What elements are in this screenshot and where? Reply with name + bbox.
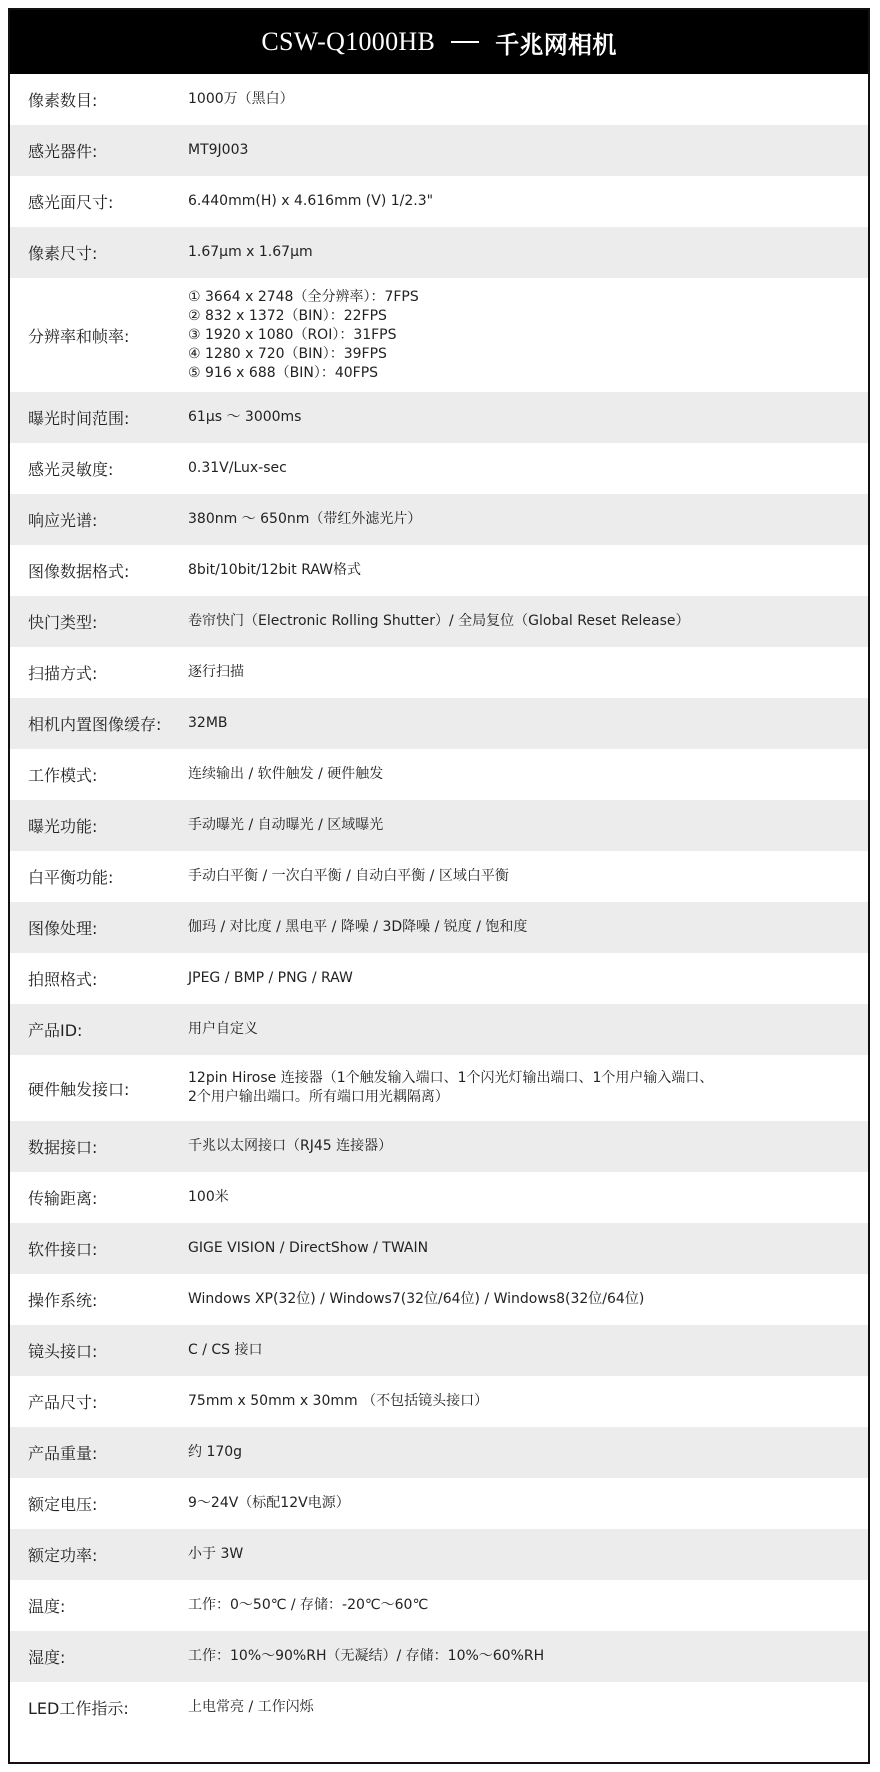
spec-row [10,1682,868,1733]
spec-value [188,1069,868,1107]
spec-value-line: 千兆以太网接口（RJ45 连接器） [188,1138,393,1154]
spec-row [10,1055,868,1121]
spec-label: 硬件触发接口: [28,1079,130,1099]
spec-value-line: Windows XP(32位) / Windows7(32位/64位) / Windows8(32位/64位) [188,1291,645,1307]
spec-value-line: ② 832 x 1372（BIN）：22FPS [188,307,387,324]
spec-value-line: 手动曝光 / 自动曝光 / 区域曝光 [188,817,384,833]
spec-row [10,851,868,902]
spec-value-line: 0.31V/Lux-sec [188,460,287,476]
spec-value-line: 约 170g [188,1444,243,1460]
spec-value [188,612,868,631]
spec-label: 快门类型: [28,613,98,632]
spec-row [10,1004,868,1055]
spec-value [188,408,868,427]
spec-value [188,969,868,988]
spec-label: 分辨率和帧率: [28,326,130,346]
spec-label: 感光器件: [28,142,98,161]
spec-row [10,1223,868,1274]
spec-header [10,10,868,74]
product-model: CSW-Q1000HB [261,27,436,56]
spec-sheet [8,8,870,1764]
spec-value-line: 61μs ～ 3000ms [188,409,302,425]
spec-value-line: 380nm ～ 650nm（带红外滤光片） [188,511,422,527]
spec-value-line: ⑤ 916 x 688（BIN）：40FPS [188,364,379,381]
spec-label: 软件接口: [28,1240,98,1259]
spec-value-line: GIGE VISION / DirectShow / TWAIN [188,1240,429,1256]
spec-row [10,443,868,494]
spec-label: 产品尺寸: [28,1393,98,1412]
spec-row [10,1325,868,1376]
spec-value [188,1545,868,1564]
spec-value-line: 1000万（黑白） [188,91,294,107]
spec-value [188,1290,868,1309]
spec-value-line: 12pin Hirose 连接器（1个触发输入端口、1个闪光灯输出端口、1个用户输入端口、 [188,1070,714,1086]
spec-value-line: 卷帘快门（Electronic Rolling Shutter）/ 全局复位（Global Reset Release） [188,613,690,629]
spec-value-line: 手动白平衡 / 一次白平衡 / 自动白平衡 / 区域白平衡 [188,868,509,884]
spec-value-line: 75mm x 50mm x 30mm （不包括镜头接口） [188,1393,489,1409]
spec-label: 工作模式: [28,766,98,785]
spec-label: 扫描方式: [28,664,98,683]
spec-value [188,1188,868,1207]
spec-value-line: 32MB [188,715,228,731]
spec-label: 像素尺寸: [28,244,98,263]
spec-label: 感光灵敏度: [28,460,114,479]
spec-value-line: ① 3664 x 2748（全分辨率）：7FPS [188,288,419,305]
spec-value [188,1443,868,1462]
spec-label: 拍照格式: [28,970,98,989]
spec-value-line: 工作：10%～90%RH（无凝结）/ 存储：10%～60%RH [188,1648,545,1664]
spec-value-line: 用户自定义 [188,1021,258,1037]
spec-row [10,953,868,1004]
spec-value [188,510,868,529]
spec-value [188,1341,868,1360]
spec-value-line: JPEG / BMP / PNG / RAW [188,970,353,986]
spec-row [10,1478,868,1529]
spec-label: 数据接口: [28,1138,98,1157]
spec-label: 像素数目: [28,91,98,110]
product-name: 千兆网相机 [495,30,617,59]
spec-value [188,192,868,211]
spec-row [10,749,868,800]
spec-row [10,902,868,953]
spec-value-line: 小于 3W [188,1546,244,1562]
spec-label: 额定电压: [28,1495,98,1514]
spec-value-line: 8bit/10bit/12bit RAW格式 [188,562,362,578]
spec-value [188,1698,868,1717]
spec-value [188,90,868,109]
spec-label: 传输距离: [28,1189,98,1208]
spec-value [188,663,868,682]
spec-value [188,714,868,733]
spec-row [10,647,868,698]
spec-value-line: 逐行扫描 [188,664,244,680]
spec-label: 镜头接口: [28,1342,98,1361]
spec-label: 响应光谱: [28,511,98,530]
spec-value [188,1239,868,1258]
spec-row [10,278,868,392]
spec-label: 相机内置图像缓存: [28,715,162,734]
spec-row [10,392,868,443]
spec-row [10,176,868,227]
spec-value [188,1647,868,1666]
spec-row [10,800,868,851]
spec-value-line: 1.67μm x 1.67μm [188,244,313,260]
spec-value-line: 连续输出 / 软件触发 / 硬件触发 [188,766,384,782]
spec-row [10,1274,868,1325]
spec-value [188,867,868,886]
spec-row [10,227,868,278]
spec-row [10,545,868,596]
spec-table [10,74,868,1733]
spec-label: 图像处理: [28,919,98,938]
spec-value-line: 9～24V（标配12V电源） [188,1495,350,1511]
spec-label: 操作系统: [28,1291,98,1310]
spec-value-line: 100米 [188,1189,229,1205]
spec-label: 曝光功能: [28,817,98,836]
spec-value-line: MT9J003 [188,142,249,158]
spec-value [188,459,868,478]
spec-row [10,74,868,125]
spec-label: LED工作指示: [28,1699,129,1718]
spec-label: 曝光时间范围: [28,409,130,428]
spec-row [10,1529,868,1580]
spec-value [188,765,868,784]
spec-row [10,698,868,749]
spec-value-line: 2个用户输出端口。所有端口用光耦隔离） [188,1089,449,1105]
spec-value [188,1494,868,1513]
spec-value-line: 伽玛 / 对比度 / 黑电平 / 降噪 / 3D降噪 / 锐度 / 饱和度 [188,919,528,935]
spec-row [10,1580,868,1631]
spec-value [188,1392,868,1411]
spec-value-line: 上电常亮 / 工作闪烁 [188,1699,314,1715]
spec-value [188,243,868,262]
spec-row [10,1631,868,1682]
spec-label: 额定功率: [28,1546,98,1565]
spec-value [188,561,868,580]
spec-row [10,1121,868,1172]
spec-value-line: 工作：0～50℃ / 存储：-20℃～60℃ [188,1597,429,1613]
title-dash [451,41,479,43]
spec-label: 产品重量: [28,1444,98,1463]
spec-value [188,141,868,160]
spec-row [10,1376,868,1427]
spec-value [188,918,868,937]
spec-row [10,125,868,176]
spec-row [10,1172,868,1223]
spec-value [188,1020,868,1039]
spec-row [10,596,868,647]
spec-row [10,1427,868,1478]
spec-label: 感光面尺寸: [28,193,114,212]
spec-value-line: ④ 1280 x 720（BIN）：39FPS [188,345,387,362]
spec-value [188,1137,868,1156]
spec-label: 产品ID: [28,1021,83,1040]
spec-value-line: C / CS 接口 [188,1342,263,1358]
spec-value [188,288,868,383]
spec-label: 温度: [28,1597,66,1616]
spec-value-line: 6.440mm(H) x 4.616mm (V) 1/2.3" [188,193,434,209]
spec-label: 白平衡功能: [28,868,114,887]
spec-row [10,494,868,545]
spec-label: 湿度: [28,1648,66,1667]
spec-label: 图像数据格式: [28,562,130,581]
spec-value [188,1596,868,1615]
spec-value [188,816,868,835]
spec-value-line: ③ 1920 x 1080（ROI）：31FPS [188,326,397,343]
